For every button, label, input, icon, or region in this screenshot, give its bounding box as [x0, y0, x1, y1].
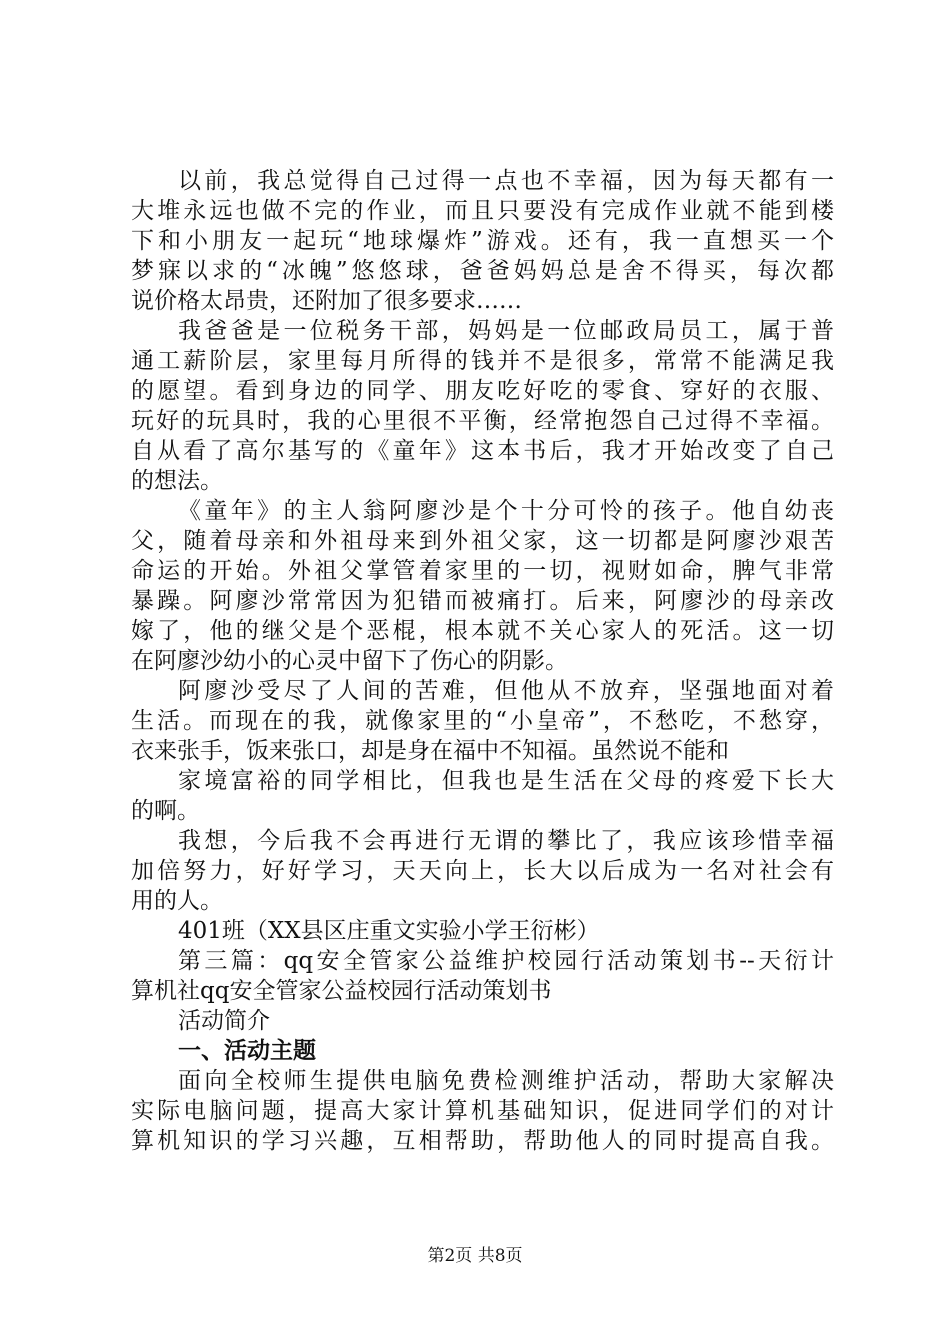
text-line: 用的人。: [131, 888, 223, 914]
text-line: 我爸爸是一位税务干部，妈妈是一位邮政局员工，属于普: [178, 318, 834, 344]
text-line: 的啊。: [131, 798, 200, 824]
text-line: 401班（XX县区庄重文实验小学王衍彬）: [178, 918, 600, 944]
text-line: 加倍努力，好好学习，天天向上，长大以后成为一名对社会有: [131, 858, 834, 884]
text-line: 阿廖沙受尽了人间的苦难，但他从不放弃，坚强地面对着: [178, 678, 834, 704]
text-line: 暴躁。阿廖沙常常因为犯错而被痛打。后来，阿廖沙的母亲改: [131, 588, 834, 614]
text-line: 的想法。: [131, 468, 223, 494]
text-line: 命运的开始。外祖父掌管着家里的一切，视财如命，脾气非常: [131, 558, 834, 584]
text-line: 通工薪阶层，家里每月所得的钱并不是很多，常常不能满足我: [131, 348, 834, 374]
text-line: 在阿廖沙幼小的心灵中留下了伤心的阴影。: [131, 648, 568, 674]
text-line: 算机知识的学习兴趣，互相帮助，帮助他人的同时提高自我。: [131, 1128, 834, 1154]
text-line: 嫁了，他的继父是个恶棍，根本就不关心家人的死活。这一切: [131, 618, 834, 644]
text-line: 自从看了高尔基写的《童年》这本书后，我才开始改变了自己: [131, 438, 834, 464]
page-footer: 第2页 共8页: [427, 1246, 523, 1266]
text-line: 家境富裕的同学相比，但我也是生活在父母的疼爱下长大: [178, 768, 834, 794]
text-line: 实际电脑问题，提高大家计算机基础知识，促进同学们的对计: [131, 1098, 834, 1124]
text-line: 梦寐以求的“冰魄”悠悠球，爸爸妈妈总是舍不得买，每次都: [131, 258, 834, 284]
text-line: 下和小朋友一起玩“地球爆炸”游戏。还有，我一直想买一个: [131, 228, 834, 254]
text-line: 以前，我总觉得自己过得一点也不幸福，因为每天都有一: [178, 168, 834, 194]
text-line: 我想，今后我不会再进行无谓的攀比了，我应该珍惜幸福: [178, 828, 834, 854]
text-line: 算机社qq安全管家公益校园行活动策划书: [131, 978, 552, 1004]
text-line: 第三篇：qq安全管家公益维护校园行活动策划书--天衍计: [178, 948, 834, 974]
section-heading: 一、活动主题: [178, 1038, 316, 1064]
text-line: 的愿望。看到身边的同学、朋友吃好吃的零食、穿好的衣服、: [131, 378, 834, 404]
text-line: 玩好的玩具时，我的心里很不平衡，经常抱怨自己过得不幸福。: [131, 408, 834, 434]
text-line: 父，随着母亲和外祖母来到外祖父家，这一切都是阿廖沙艰苦: [131, 528, 834, 554]
text-line: 大堆永远也做不完的作业，而且只要没有完成作业就不能到楼: [131, 198, 834, 224]
text-line: 《童年》的主人翁阿廖沙是个十分可怜的孩子。他自幼丧: [178, 498, 834, 524]
text-line: 面向全校师生提供电脑免费检测维护活动，帮助大家解决: [178, 1068, 834, 1094]
text-line: 说价格太昂贵，还附加了很多要求……: [131, 288, 522, 314]
text-line: 衣来张手，饭来张口，却是身在福中不知福。虽然说不能和: [131, 738, 729, 764]
text-line: 生活。而现在的我，就像家里的“小皇帝”，不愁吃，不愁穿，: [131, 708, 834, 734]
text-line: 活动简介: [178, 1008, 270, 1034]
document-body: [131, 166, 834, 1156]
